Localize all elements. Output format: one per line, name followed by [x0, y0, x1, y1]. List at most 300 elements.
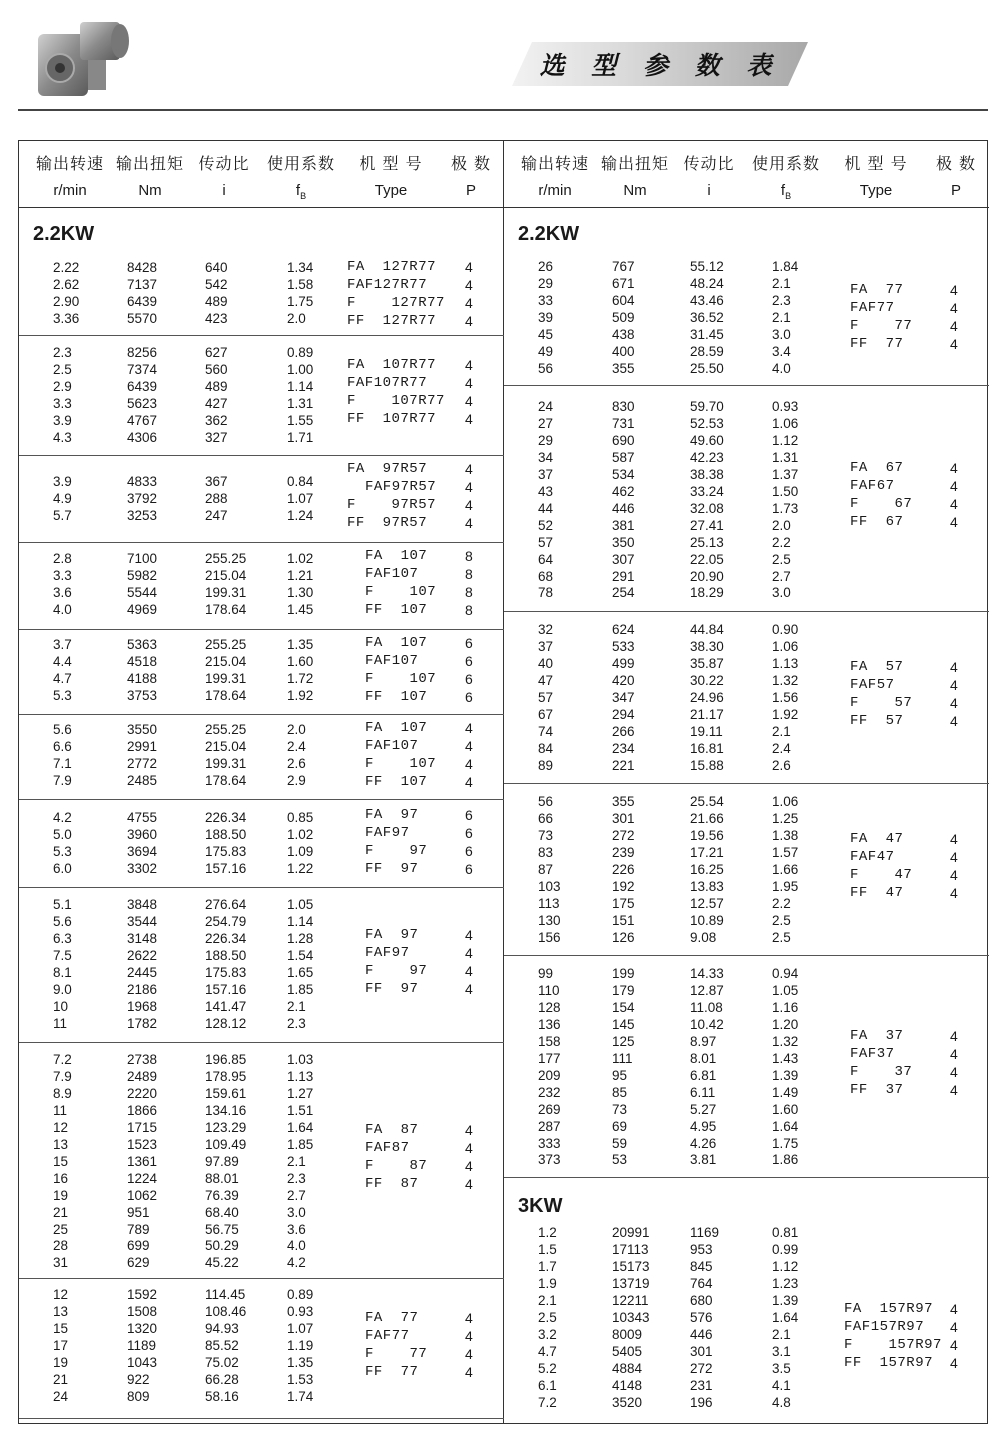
- service-factor-cell: 1.22: [287, 860, 314, 876]
- model-type: FAF47: [850, 849, 895, 865]
- model-type-row: [19, 259, 504, 277]
- model-type-list: [19, 635, 504, 707]
- service-factor-cell: 1.45: [287, 601, 314, 617]
- service-factor-cell: 2.1: [287, 1153, 306, 1169]
- model-type-row: [19, 584, 504, 602]
- service-factor-cell: 1.28: [287, 930, 314, 946]
- speed-cell: 5.0: [53, 826, 72, 842]
- speed-cell: 232: [538, 1084, 561, 1100]
- table-row: [19, 1287, 504, 1304]
- torque-cell: 2772: [127, 755, 158, 771]
- service-factor-cell: 1.66: [772, 861, 799, 877]
- model-type-row: [19, 497, 504, 515]
- ratio-cell: 680: [690, 1292, 713, 1308]
- ratio-cell: 16.81: [690, 740, 724, 756]
- model-type: FA 107: [365, 720, 428, 736]
- ratio-cell: 38.30: [690, 638, 724, 654]
- left-group-7: [19, 799, 504, 888]
- torque-cell: 154: [612, 999, 635, 1015]
- torque-cell: 671: [612, 275, 635, 291]
- ratio-cell: 576: [690, 1309, 713, 1325]
- torque-cell: 266: [612, 723, 635, 739]
- model-type: F 107: [365, 671, 437, 687]
- service-factor-cell: 2.1: [772, 275, 791, 291]
- model-type-row: [19, 310, 504, 331]
- ratio-cell: 231: [690, 1377, 713, 1393]
- pole-count: 4: [950, 695, 958, 711]
- model-type-row: [504, 478, 989, 496]
- speed-cell: 29: [538, 275, 554, 291]
- speed-cell: 12: [53, 1287, 69, 1302]
- speed-cell: 8.9: [53, 1085, 72, 1101]
- torque-cell: 3544: [127, 913, 158, 929]
- model-type-row: [19, 1119, 504, 1140]
- torque-cell: 534: [612, 466, 635, 482]
- speed-cell: 4.7: [538, 1343, 557, 1359]
- torque-cell: 400: [612, 343, 635, 359]
- torque-cell: 272: [612, 827, 635, 843]
- model-type-row: [19, 566, 504, 584]
- service-factor-cell: 2.6: [772, 757, 791, 773]
- pole-count: 4: [950, 849, 958, 865]
- speed-cell: 4.9: [53, 490, 72, 506]
- title-banner: [510, 40, 810, 88]
- model-type: FA 107: [365, 635, 428, 651]
- service-factor-cell: 2.2: [772, 534, 791, 550]
- model-type: FF 127R77: [347, 313, 437, 329]
- ratio-cell: 44.84: [690, 622, 724, 637]
- pole-count: 4: [465, 756, 473, 772]
- model-type: F 157R97: [844, 1337, 942, 1353]
- table-row: [504, 1378, 989, 1395]
- service-factor-cell: 1.55: [287, 412, 314, 428]
- model-type: FAF107R77: [347, 375, 428, 391]
- table-row: [19, 1069, 504, 1086]
- ratio-cell: 15.88: [690, 757, 724, 773]
- torque-cell: 499: [612, 655, 635, 671]
- speed-cell: 110: [538, 982, 560, 998]
- speed-cell: 130: [538, 912, 561, 928]
- speed-cell: 24: [538, 399, 554, 414]
- torque-cell: 294: [612, 706, 635, 722]
- speed-cell: 7.5: [53, 947, 72, 963]
- ratio-cell: 199.31: [205, 755, 247, 771]
- model-type-row: [19, 807, 504, 825]
- pole-count: 6: [465, 671, 473, 687]
- service-factor-cell: 1.58: [287, 276, 314, 292]
- model-type-row: [19, 653, 504, 671]
- service-factor-cell: 1.57: [772, 844, 799, 860]
- model-type: FF 107: [365, 689, 428, 705]
- model-type-row: [19, 277, 504, 295]
- speed-cell: 73: [538, 827, 554, 843]
- speed-cell: 52: [538, 517, 554, 533]
- service-factor-cell: 2.3: [287, 1170, 306, 1186]
- left-group-3: [19, 455, 504, 543]
- ratio-cell: 56.75: [205, 1221, 239, 1237]
- torque-cell: 1866: [127, 1102, 158, 1118]
- pole-header: 极 数 P: [450, 154, 492, 199]
- model-header: 机 型 号 Type: [359, 154, 423, 199]
- gear-motor-image: [30, 12, 135, 102]
- service-factor-cell: 2.4: [287, 738, 306, 754]
- speed-cell: 4.0: [53, 601, 72, 617]
- service-factor-cell: 2.2: [772, 895, 791, 911]
- service-factor-cell: 3.0: [772, 585, 791, 601]
- speed-cell: 11: [53, 1102, 68, 1118]
- pole-count: 4: [950, 713, 958, 729]
- model-type-row: [19, 756, 504, 774]
- service-factor-cell: 3.4: [772, 343, 791, 359]
- pole-count: 4: [465, 313, 473, 329]
- right-group-3: [504, 611, 989, 784]
- speed-cell: 5.6: [53, 913, 72, 929]
- model-type: FF 77: [365, 1364, 419, 1380]
- torque-cell: 1782: [127, 1015, 158, 1031]
- ratio-cell: 38.38: [690, 466, 724, 482]
- speed-cell: 1.5: [538, 1241, 557, 1257]
- model-type: FAF37: [850, 1046, 895, 1062]
- speed-cell: 2.9: [53, 378, 72, 394]
- pole-count: 4: [465, 774, 473, 790]
- table-row: [19, 430, 504, 447]
- service-factor-cell: 2.1: [772, 309, 791, 325]
- model-type-row: [19, 1158, 504, 1176]
- model-type: FF 87: [365, 1176, 419, 1192]
- service-factor-cell: 1.12: [772, 432, 799, 448]
- speed-cell: 373: [538, 1152, 561, 1168]
- ratio-cell: 108.46: [205, 1303, 247, 1319]
- torque-cell: 2489: [127, 1068, 158, 1084]
- speed-cell: 209: [538, 1067, 561, 1083]
- torque-cell: 2738: [127, 1052, 158, 1067]
- torque-cell: 6439: [127, 293, 158, 309]
- ratio-cell: 272: [690, 1360, 713, 1376]
- speed-cell: 4.4: [53, 653, 72, 669]
- model-type: FF 77: [850, 336, 904, 352]
- torque-cell: 1968: [127, 998, 158, 1014]
- speed-cell: 66: [538, 810, 554, 826]
- speed-cell: 24: [53, 1388, 69, 1404]
- torque-cell: 7137: [127, 276, 158, 292]
- model-type: F 37: [850, 1064, 913, 1080]
- service-factor-cell: 2.1: [287, 998, 306, 1014]
- torque-cell: 226: [612, 861, 635, 877]
- service-factor-cell: 1.03: [287, 1052, 314, 1067]
- torque-cell: 1224: [127, 1170, 158, 1186]
- model-type-row: [19, 981, 504, 999]
- ratio-cell: 367: [205, 474, 228, 489]
- table-row: [504, 1259, 989, 1276]
- service-factor-cell: 0.93: [287, 1303, 314, 1319]
- ratio-cell: 45.22: [205, 1255, 239, 1271]
- speed-cell: 2.1: [538, 1292, 557, 1308]
- speed-cell: 40: [538, 655, 554, 671]
- table-row: [504, 1136, 989, 1153]
- service-factor-cell: 0.93: [772, 399, 799, 414]
- ratio-cell: 123.29: [205, 1119, 247, 1135]
- torque-header: 输出扭矩 Nm: [600, 154, 669, 199]
- service-factor-cell: 1.24: [287, 507, 314, 523]
- model-type-row: [19, 635, 504, 653]
- table-row: [504, 913, 989, 930]
- service-factor-cell: 0.99: [772, 1241, 799, 1257]
- table-row: [19, 999, 504, 1016]
- speed-cell: 1.7: [538, 1258, 557, 1274]
- right-half: [504, 141, 989, 1423]
- table-row: [504, 930, 989, 947]
- ratio-cell: 196: [690, 1394, 713, 1410]
- ratio-cell: 66.28: [205, 1371, 239, 1387]
- speed-cell: 33: [538, 292, 554, 308]
- ratio-cell: 25.54: [690, 794, 724, 809]
- model-type-row: [19, 861, 504, 879]
- model-type-row: [19, 1310, 504, 1328]
- speed-cell: 27: [538, 415, 554, 431]
- speed-cell: 287: [538, 1118, 561, 1134]
- service-factor-cell: 2.3: [772, 292, 791, 308]
- service-factor-cell: 1.07: [287, 1320, 314, 1336]
- pole-count: 8: [465, 566, 473, 582]
- torque-cell: 234: [612, 740, 635, 756]
- model-type-row: [19, 1364, 504, 1382]
- model-type-row: [19, 774, 504, 792]
- speed-cell: 156: [538, 929, 561, 945]
- service-factor-cell: 2.9: [287, 772, 306, 788]
- ratio-cell: 542: [205, 276, 228, 292]
- table-row: [19, 1103, 504, 1120]
- ratio-cell: 178.95: [205, 1068, 247, 1084]
- speed-cell: 89: [538, 757, 554, 773]
- ratio-cell: 43.46: [690, 292, 724, 308]
- pole-count: 4: [465, 738, 473, 754]
- service-factor-cell: 3.6: [287, 1221, 306, 1237]
- model-type: F 57: [850, 695, 913, 711]
- speed-cell: 128: [538, 999, 561, 1015]
- speed-cell: 7.9: [53, 772, 72, 788]
- torque-cell: 951: [127, 1204, 150, 1220]
- ratio-cell: 59.70: [690, 399, 724, 414]
- speed-cell: 333: [538, 1135, 561, 1151]
- pole-count: 4: [465, 720, 473, 736]
- pole-count: 6: [465, 807, 473, 823]
- torque-cell: 4148: [612, 1377, 643, 1393]
- pole-count: 4: [465, 411, 473, 427]
- service-factor-cell: 1.16: [772, 999, 799, 1015]
- speed-cell: 6.6: [53, 738, 72, 754]
- ratio-cell: 14.33: [690, 966, 724, 981]
- service-factor-cell: 1.53: [287, 1371, 314, 1387]
- pole-count: 4: [465, 357, 473, 373]
- service-factor-cell: 1.49: [772, 1084, 799, 1100]
- speed-cell: 3.3: [53, 567, 72, 583]
- torque-cell: 4833: [127, 474, 158, 489]
- torque-cell: 20991: [612, 1225, 650, 1240]
- ratio-cell: 25.50: [690, 360, 724, 376]
- service-factor-cell: 0.84: [287, 474, 314, 489]
- service-factor-cell: 2.6: [287, 755, 306, 771]
- table-row: [504, 259, 989, 276]
- right-group-2: [504, 385, 989, 612]
- torque-cell: 1043: [127, 1354, 158, 1370]
- torque-cell: 221: [612, 757, 635, 773]
- torque-cell: 731: [612, 415, 635, 431]
- torque-cell: 95: [612, 1067, 628, 1083]
- speed-cell: 5.2: [538, 1360, 557, 1376]
- torque-cell: 420: [612, 672, 635, 688]
- torque-cell: 3960: [127, 826, 158, 842]
- right-group-5: [504, 955, 989, 1178]
- torque-cell: 7374: [127, 361, 158, 377]
- ratio-cell: 489: [205, 293, 228, 309]
- pole-count: 6: [465, 653, 473, 669]
- torque-cell: 3520: [612, 1394, 643, 1410]
- service-factor-cell: 1.25: [772, 810, 799, 826]
- service-factor-cell: 1.43: [772, 1050, 799, 1066]
- service-factor-cell: 1.65: [287, 964, 314, 980]
- speed-cell: 3.9: [53, 412, 72, 428]
- ratio-cell: 255.25: [205, 637, 247, 652]
- model-type: FAF67: [850, 478, 895, 494]
- left-half: [19, 141, 504, 1423]
- service-factor-cell: 1.21: [287, 567, 314, 583]
- torque-cell: 355: [612, 794, 635, 809]
- table-row: [19, 1016, 504, 1033]
- speed-cell: 5.1: [53, 897, 72, 912]
- speed-cell: 21: [53, 1204, 69, 1220]
- model-type: FF 47: [850, 885, 904, 901]
- model-type-row: [19, 927, 504, 945]
- torque-cell: 151: [612, 912, 635, 928]
- torque-cell: 12211: [612, 1292, 649, 1308]
- torque-cell: 85: [612, 1084, 628, 1100]
- pole-count: 4: [465, 1176, 473, 1192]
- torque-cell: 8009: [612, 1326, 643, 1342]
- speed-cell: 84: [538, 740, 554, 756]
- service-factor-cell: 1.20: [772, 1016, 799, 1032]
- speed-cell: 5.6: [53, 722, 72, 737]
- model-type: FAF97: [365, 944, 410, 961]
- ratio-cell: 35.87: [690, 655, 724, 671]
- table-row: [19, 1222, 504, 1239]
- ratio-header: 传动比 i: [198, 154, 250, 199]
- speed-cell: 5.7: [53, 507, 72, 523]
- speed-cell: 12: [53, 1119, 69, 1135]
- service-factor-cell: 1.19: [287, 1337, 314, 1353]
- table-row: [504, 569, 989, 586]
- torque-cell: 462: [612, 483, 635, 499]
- table-row: [19, 1389, 504, 1406]
- service-factor-cell: 0.90: [772, 622, 799, 637]
- speed-cell: 78: [538, 585, 554, 601]
- ratio-cell: 199.31: [205, 584, 247, 600]
- model-type-row: [19, 720, 504, 738]
- speed-cell: 158: [538, 1033, 561, 1049]
- model-header: 机 型 号 Type: [844, 154, 908, 199]
- torque-cell: 10343: [612, 1309, 650, 1325]
- table-row: [504, 741, 989, 758]
- speed-cell: 37: [538, 466, 554, 482]
- speed-cell: 2.5: [538, 1309, 557, 1325]
- torque-cell: 604: [612, 292, 635, 308]
- torque-cell: 1715: [127, 1119, 158, 1135]
- model-type: FAF77: [365, 1328, 410, 1344]
- service-factor-cell: 4.0: [772, 360, 791, 376]
- ratio-cell: 75.02: [205, 1354, 239, 1370]
- torque-cell: 4518: [127, 653, 158, 669]
- ratio-cell: 52.53: [690, 415, 724, 431]
- service-factor-cell: 2.1: [772, 723, 791, 739]
- model-type-row: [504, 1046, 989, 1064]
- pole-count: 4: [950, 1046, 958, 1062]
- model-type-row: [19, 738, 504, 756]
- model-type-row: [504, 282, 989, 300]
- pole-count: 4: [950, 460, 958, 476]
- model-type: FAF107: [365, 566, 419, 582]
- model-type: FF 97: [365, 861, 419, 877]
- model-type-row: [19, 825, 504, 843]
- speed-cell: 74: [538, 723, 554, 739]
- model-type-list: [19, 357, 504, 429]
- ratio-cell: 8.97: [690, 1033, 717, 1049]
- speed-cell: 31: [53, 1255, 69, 1271]
- service-factor-cell: 3.5: [772, 1360, 791, 1376]
- left-group-6: [19, 714, 504, 800]
- ratio-cell: 20.90: [690, 568, 724, 584]
- service-factor-cell: 1.05: [287, 897, 314, 912]
- pole-count: 4: [950, 478, 958, 494]
- service-factor-cell: 3.0: [287, 1204, 306, 1220]
- pole-count: 4: [465, 1346, 473, 1362]
- service-factor-cell: 1.14: [287, 913, 314, 929]
- service-factor-cell: 1.09: [287, 843, 314, 859]
- model-type-row: [19, 1328, 504, 1346]
- torque-cell: 3792: [127, 490, 158, 506]
- model-type: FF 97: [365, 980, 419, 997]
- model-type-row: [19, 1176, 504, 1194]
- ratio-cell: 19.11: [690, 723, 723, 739]
- pole-count: 4: [465, 926, 473, 943]
- torque-cell: 111: [612, 1050, 633, 1066]
- ratio-cell: 175.83: [205, 843, 247, 859]
- service-factor-cell: 1.06: [772, 794, 799, 809]
- service-factor-cell: 3.1: [772, 1343, 791, 1359]
- model-type-row: [19, 461, 504, 479]
- ratio-cell: 255.25: [205, 551, 247, 566]
- pole-count: 4: [950, 282, 958, 298]
- pole-count: 4: [465, 980, 473, 997]
- table-row: [504, 535, 989, 552]
- torque-cell: 347: [612, 689, 635, 705]
- speed-cell: 13: [53, 1136, 69, 1152]
- top-rule: [18, 109, 988, 111]
- model-type: FA 77: [365, 1310, 419, 1326]
- table-row: [504, 622, 989, 639]
- service-factor-cell: 1.86: [772, 1152, 799, 1168]
- torque-cell: 6439: [127, 378, 158, 394]
- table-row: [504, 1000, 989, 1017]
- torque-cell: 69: [612, 1118, 628, 1134]
- ratio-cell: 21.66: [690, 810, 724, 826]
- pole-count: 6: [465, 843, 473, 859]
- right-header: [504, 141, 989, 208]
- speed-cell: 68: [538, 568, 554, 584]
- speed-cell: 3.3: [53, 395, 72, 411]
- pole-count: 4: [950, 885, 958, 901]
- model-type-row: [504, 885, 989, 903]
- pole-count: 4: [465, 497, 473, 513]
- table-row: [504, 1242, 989, 1259]
